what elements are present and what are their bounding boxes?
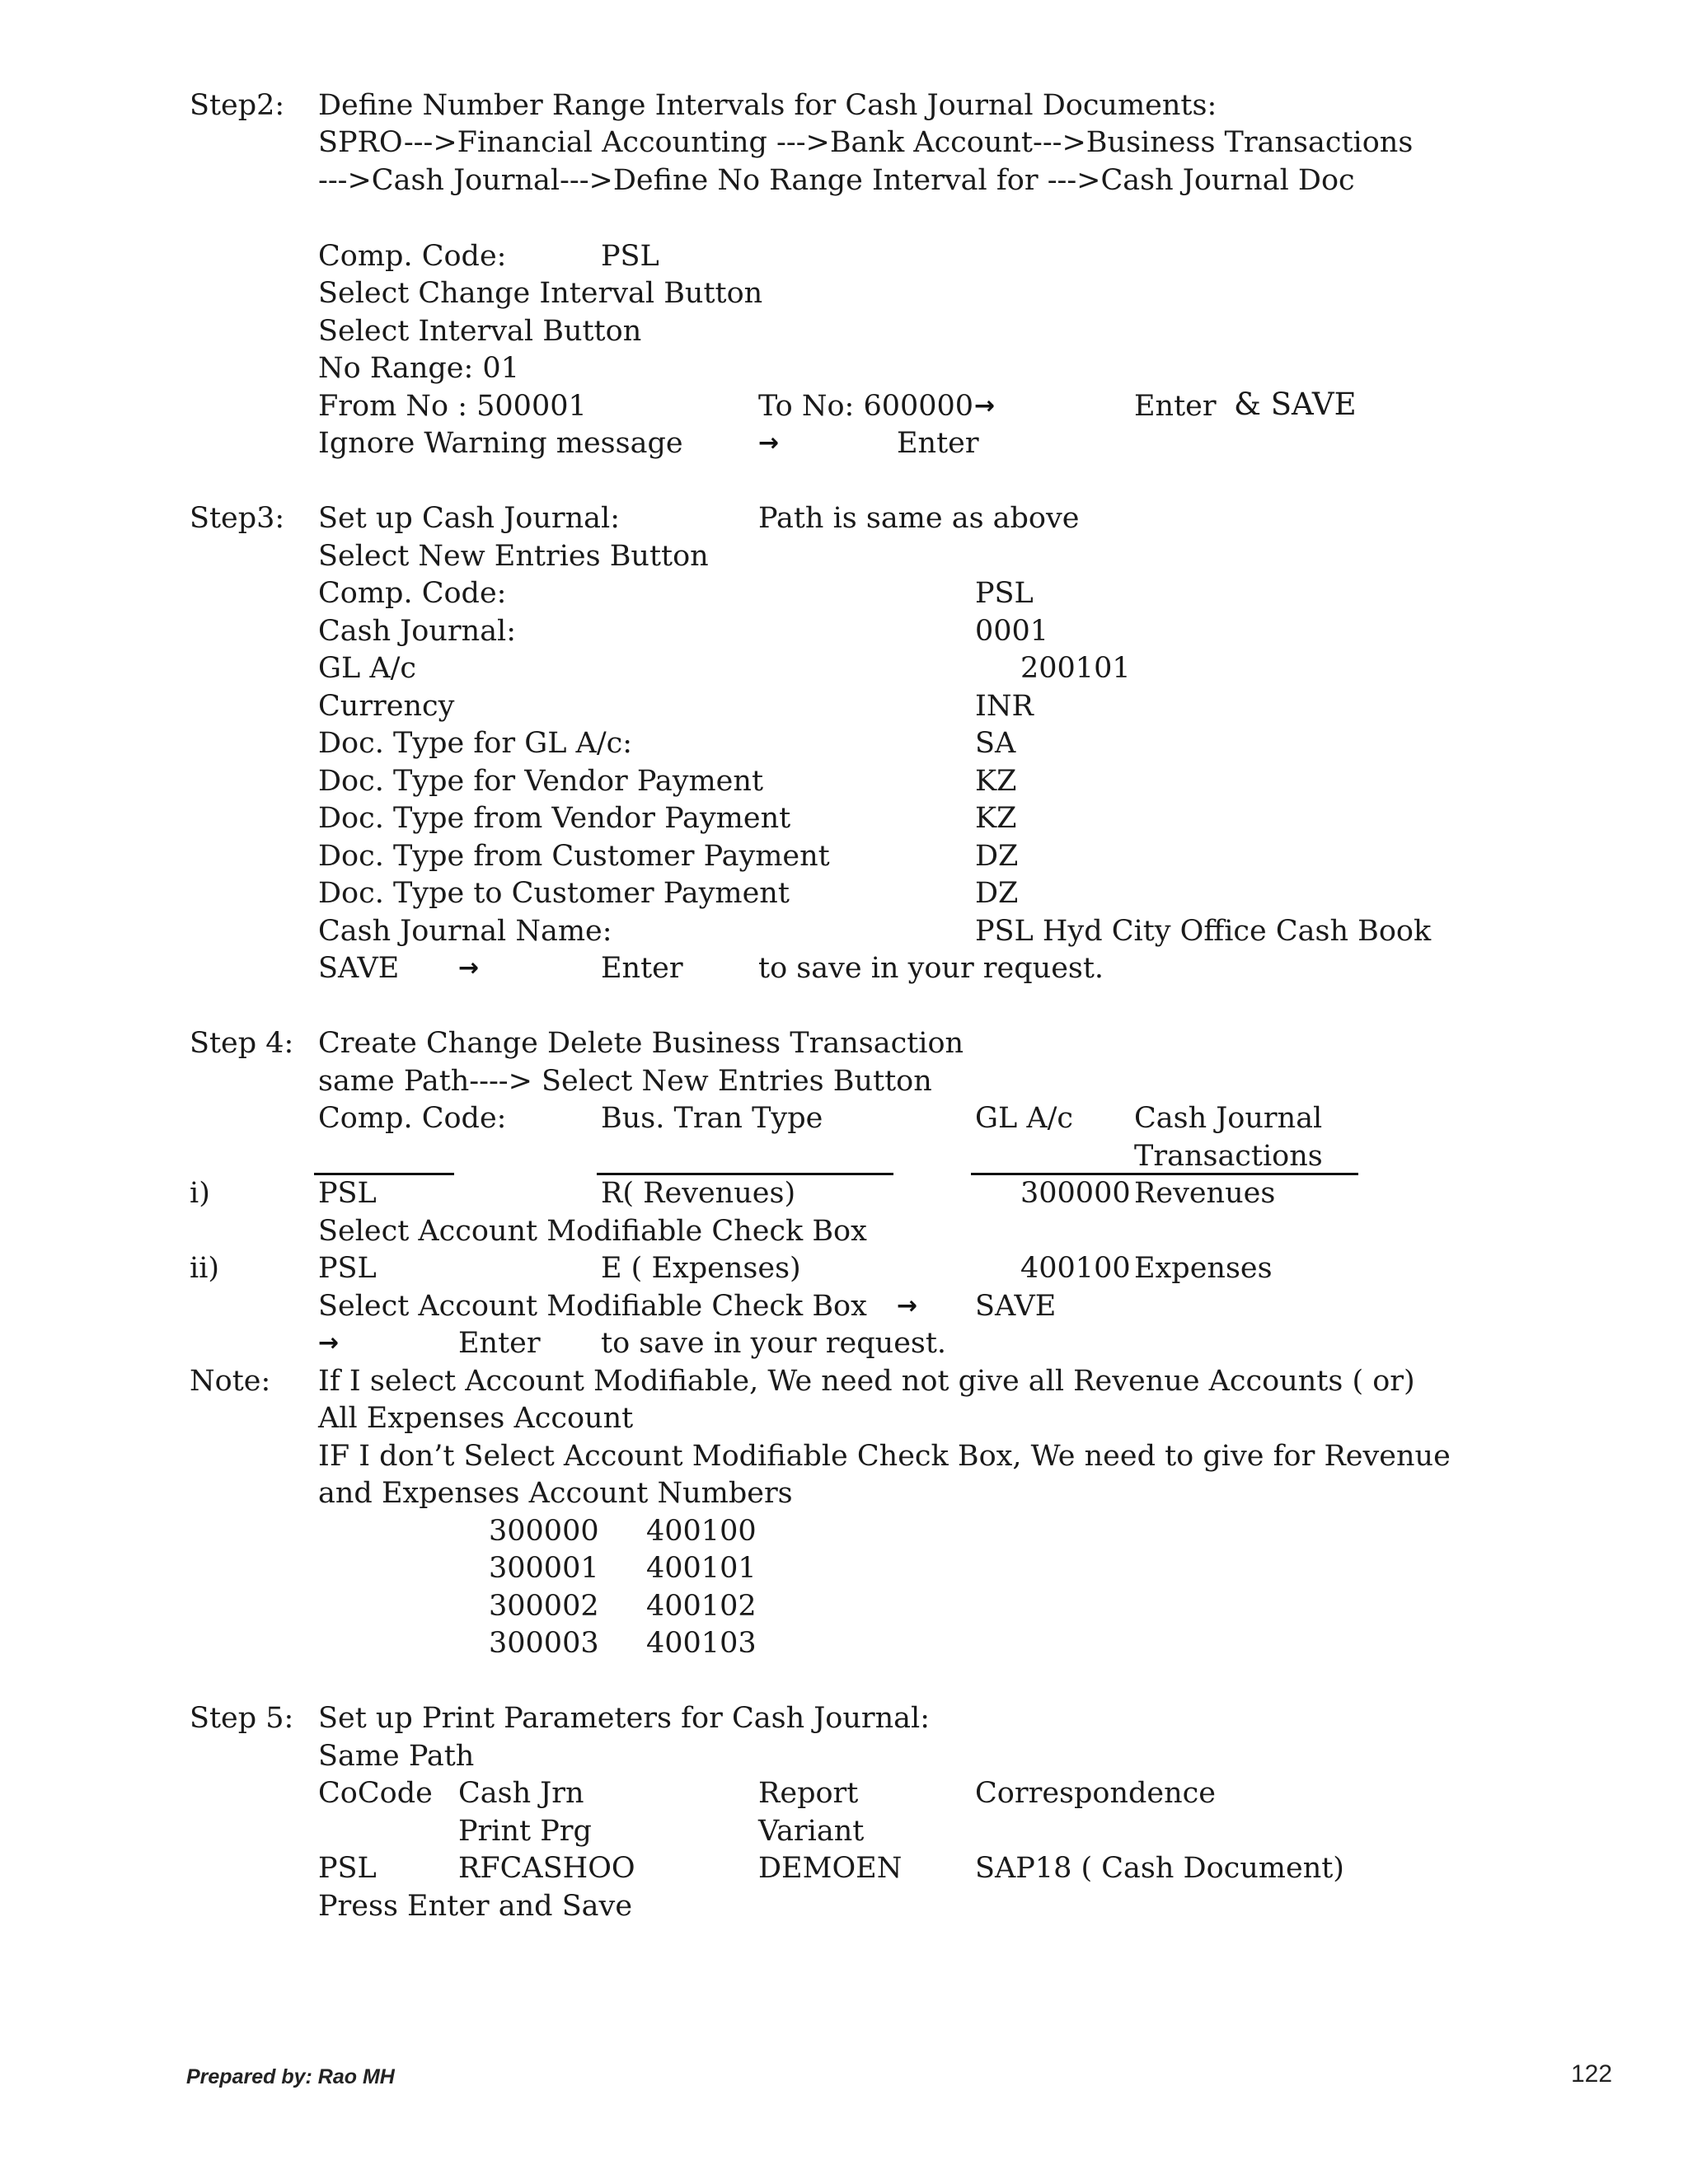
step2-comp-code-value: PSL bbox=[601, 240, 659, 273]
step3-field-value: SA bbox=[975, 727, 1016, 760]
step4-header-comp-code: Comp. Code: bbox=[318, 1102, 507, 1135]
step3-field-label: Comp. Code: bbox=[318, 577, 507, 610]
revenue-account-number: 300003 bbox=[489, 1627, 599, 1660]
step2-enter-2: Enter bbox=[897, 427, 979, 460]
step4-row-type: R( Revenues) bbox=[601, 1177, 796, 1210]
step3-field-value: DZ bbox=[975, 840, 1019, 873]
step4-label: Step 4: bbox=[190, 1027, 294, 1060]
step4-row-gl: 400100 bbox=[1020, 1252, 1131, 1285]
step4-modifiable-note: Select Account Modifiable Check Box bbox=[318, 1290, 867, 1323]
step4-row-gl: 300000 bbox=[1020, 1177, 1131, 1210]
note-line: IF I don’t Select Account Modifiable Check Box, We need to give for Revenue bbox=[318, 1440, 1451, 1473]
step2-comp-code-label: Comp. Code: bbox=[318, 240, 507, 273]
arrow-right-icon: → bbox=[974, 391, 996, 420]
step3-field-value: KZ bbox=[975, 802, 1017, 835]
step4-enter: Enter bbox=[458, 1327, 541, 1360]
step4-title: Create Change Delete Business Transaction bbox=[318, 1027, 964, 1060]
note-line: All Expenses Account bbox=[318, 1402, 634, 1435]
step3-title: Set up Cash Journal: bbox=[318, 502, 620, 535]
arrow-right-icon: → bbox=[758, 429, 780, 457]
step3-field-value: 200101 bbox=[1020, 652, 1131, 685]
step3-field-value: PSL Hyd City Office Cash Book bbox=[975, 915, 1432, 948]
step3-field-value: DZ bbox=[975, 877, 1019, 910]
step2-label: Step2: bbox=[190, 89, 285, 122]
step5-header-report: Report bbox=[758, 1777, 859, 1810]
prepared-by: Prepared by: Rao MH bbox=[186, 2065, 395, 2088]
step3-save-note: to save in your request. bbox=[758, 952, 1104, 985]
step4-modifiable-note: Select Account Modifiable Check Box bbox=[318, 1215, 867, 1248]
page-number: 122 bbox=[1571, 2060, 1613, 2088]
step5-row-cocode: PSL bbox=[318, 1852, 377, 1885]
step3-field-label: Doc. Type from Vendor Payment bbox=[318, 802, 791, 835]
step5-label: Step 5: bbox=[190, 1702, 294, 1735]
step3-new-entries: Select New Entries Button bbox=[318, 540, 709, 573]
step2-no-range: No Range: 01 bbox=[318, 352, 519, 385]
step3-field-value: 0001 bbox=[975, 615, 1049, 648]
step2-ignore-warning: Ignore Warning message bbox=[318, 427, 683, 460]
step4-header-bus-tran-type: Bus. Tran Type bbox=[601, 1102, 823, 1135]
step4-row-number: ii) bbox=[190, 1252, 220, 1285]
step5-header-cocode: CoCode bbox=[318, 1777, 433, 1810]
step3-field-label: Doc. Type to Customer Payment bbox=[318, 877, 790, 910]
step4-row-transaction: Revenues bbox=[1134, 1177, 1276, 1210]
step4-path: same Path----> Select New Entries Button bbox=[318, 1065, 932, 1098]
step3-field-label: Doc. Type from Customer Payment bbox=[318, 840, 830, 873]
step2-title: Define Number Range Intervals for Cash Journal Documents: bbox=[318, 89, 1217, 122]
step2-select-interval: Select Interval Button bbox=[318, 315, 642, 348]
step5-row-correspondence: SAP18 ( Cash Document) bbox=[975, 1852, 1344, 1885]
step4-row-type: E ( Expenses) bbox=[601, 1252, 801, 1285]
step3-save: SAVE bbox=[318, 952, 400, 985]
revenue-account-number: 300002 bbox=[489, 1590, 599, 1623]
step3-field-value: KZ bbox=[975, 765, 1017, 798]
step4-header-gl-ac: GL A/c bbox=[975, 1102, 1073, 1135]
arrow-right-icon: → bbox=[458, 954, 480, 982]
step3-field-value: PSL bbox=[975, 577, 1034, 610]
step3-field-label: Cash Journal Name: bbox=[318, 915, 612, 948]
arrow-right-icon: → bbox=[897, 1291, 918, 1320]
step2-path-line-2: --->Cash Journal--->Define No Range Interval for --->Cash Journal Doc bbox=[318, 164, 1355, 197]
step5-header-print-prg: Print Prg bbox=[458, 1815, 592, 1848]
step2-and-save: & SAVE bbox=[1234, 387, 1357, 422]
step3-field-label: Doc. Type for GL A/c: bbox=[318, 727, 633, 760]
step3-path-note: Path is same as above bbox=[758, 502, 1080, 535]
step2-enter: Enter bbox=[1134, 390, 1217, 423]
step3-enter: Enter bbox=[601, 952, 683, 985]
step4-row-comp-code: PSL bbox=[318, 1177, 377, 1210]
step5-title: Set up Print Parameters for Cash Journal: bbox=[318, 1702, 931, 1735]
step5-press-enter: Press Enter and Save bbox=[318, 1890, 633, 1923]
revenue-account-number: 300001 bbox=[489, 1552, 599, 1585]
step3-field-value: INR bbox=[975, 690, 1034, 723]
step3-field-label: Currency bbox=[318, 690, 455, 723]
step4-header-cash-journal: Cash Journal bbox=[1134, 1102, 1323, 1135]
step4-save: SAVE bbox=[975, 1290, 1057, 1323]
expense-account-number: 400101 bbox=[646, 1552, 757, 1585]
step5-row-program: RFCASHOO bbox=[458, 1852, 635, 1885]
step3-field-label: GL A/c bbox=[318, 652, 416, 685]
step2-to-no: To No: 600000 bbox=[758, 390, 974, 423]
note-line: If I select Account Modifiable, We need not give all Revenue Accounts ( or) bbox=[318, 1365, 1415, 1398]
step5-header-correspondence: Correspondence bbox=[975, 1777, 1216, 1810]
step5-row-variant: DEMOEN bbox=[758, 1852, 903, 1885]
step4-row-comp-code: PSL bbox=[318, 1252, 377, 1285]
step4-row-number: i) bbox=[190, 1177, 210, 1210]
expense-account-number: 400103 bbox=[646, 1627, 757, 1660]
step3-field-label: Cash Journal: bbox=[318, 615, 517, 648]
arrow-right-icon: → bbox=[318, 1329, 340, 1357]
step3-label: Step3: bbox=[190, 502, 285, 535]
step5-path: Same Path bbox=[318, 1740, 475, 1773]
step4-row-transaction: Expenses bbox=[1134, 1252, 1273, 1285]
note-line: and Expenses Account Numbers bbox=[318, 1477, 793, 1510]
expense-account-number: 400100 bbox=[646, 1515, 757, 1548]
expense-account-number: 400102 bbox=[646, 1590, 757, 1623]
note-label: Note: bbox=[190, 1365, 271, 1398]
step5-header-variant: Variant bbox=[758, 1815, 865, 1848]
revenue-account-number: 300000 bbox=[489, 1515, 599, 1548]
step4-save-note: to save in your request. bbox=[601, 1327, 947, 1360]
step2-from-no: From No : 500001 bbox=[318, 390, 587, 423]
step5-header-cash-jrn: Cash Jrn bbox=[458, 1777, 584, 1810]
step3-field-label: Doc. Type for Vendor Payment bbox=[318, 765, 764, 798]
step2-change-interval: Select Change Interval Button bbox=[318, 277, 763, 310]
step2-path-line-1: SPRO--->Financial Accounting --->Bank Account--->Business Transactions bbox=[318, 126, 1414, 159]
step4-header-transactions: Transactions bbox=[1134, 1140, 1323, 1173]
